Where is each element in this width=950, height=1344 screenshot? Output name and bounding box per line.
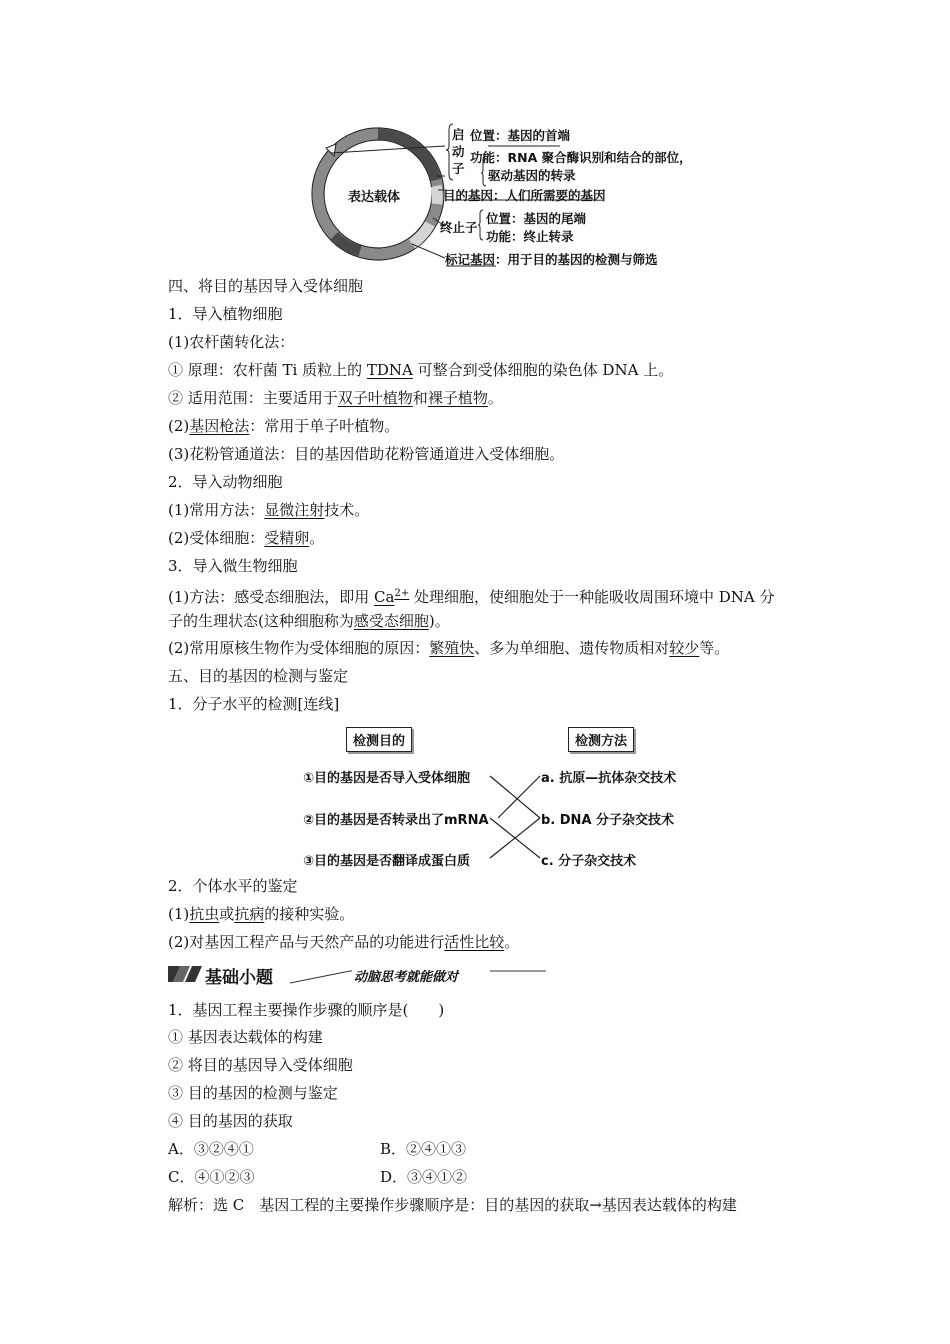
question-item-3: ③ 目的基因的检测与鉴定 [168,1084,338,1102]
question-stem: 1．基因工程主要操作步骤的顺序是( ) [168,1001,445,1019]
target-gene-label: 目的基因：人们所需要的基因 [443,188,606,203]
sec4-s2: (2)基因枪法：常用于单子叶植物。 [168,417,400,435]
right-item-c: c. 分子杂交技术 [541,854,637,869]
sec4-p2: ② 适用范围：主要适用于双子叶植物和裸子植物。 [168,389,503,407]
right-item-a: a. 抗原—抗体杂交技术 [541,771,677,786]
sec4-m1: (1)方法：感受态细胞法，即用 $Ca^{2+}$ 处理细胞，使细胞处于一种能吸收周围环境中 DNA 分 [168,588,775,606]
right-item-b: b. DNA 分子杂交技术 [541,813,675,828]
left-item-1: ①目的基因是否导入受体细胞 [303,771,471,786]
section-header-icon [168,964,208,984]
option-a: A．③②④① [168,1140,254,1158]
detection-purpose-box: 检测目的 [346,727,412,752]
option-b: B．②④①③ [380,1140,467,1158]
sec4-a1: (1)常用方法：显微注射技术。 [168,501,370,519]
option-c: C．④①②③ [168,1168,255,1186]
promoter-char-3: 子 [452,161,465,176]
question-item-4: ④ 目的基因的获取 [168,1112,293,1130]
sec4-s1: (1)农杆菌转化法： [168,333,295,351]
sec4-s3: (3)花粉管通道法：目的基因借助花粉管通道进入受体细胞。 [168,445,565,463]
analysis-text: 解析：选 C 基因工程的主要操作步骤顺序是：目的基因的获取→基因表达载体的构建 [168,1196,737,1214]
terminator-function: 功能：终止转录 [486,229,574,244]
sec4-h3: 3．导入微生物细胞 [168,557,298,575]
sec5-i1: (1)抗虫或抗病的接种实验。 [168,905,355,923]
sec4-h1: 1．导入植物细胞 [168,305,283,323]
question-item-1: ① 基因表达载体的构建 [168,1028,323,1046]
sec4-m2: (2)常用原核生物作为受体细胞的原因：繁殖快、多为单细胞、遗传物质相对较少等。 [168,639,730,657]
sec5-h2: 2．个体水平的鉴定 [168,877,298,895]
option-d: D．③④①② [380,1168,468,1186]
promoter-position: 位置：基因的首端 [470,128,571,143]
promoter-char-1: 启 [452,127,465,142]
section-header-subtitle: 动脑思考就能做对 [354,970,459,985]
promoter-function-2: 驱动基因的转录 [488,168,576,183]
question-item-2: ② 将目的基因导入受体细胞 [168,1056,353,1074]
marker-gene-label: 标记基因：用于目的基因的检测与筛选 [445,252,658,267]
terminator-position: 位置：基因的尾端 [486,211,587,226]
promoter-char-2: 动 [452,144,465,159]
left-item-2: ②目的基因是否转录出了mRNA [303,813,489,828]
terminator-label: 终止子 [440,220,478,235]
sec5-title: 五、目的基因的检测与鉴定 [168,667,349,685]
sec4-h2: 2．导入动物细胞 [168,473,283,491]
sec5-i2: (2)对基因工程产品与天然产品的功能进行活性比较。 [168,933,520,951]
expression-vector-diagram [300,118,700,270]
section-header-title: 基础小题 [205,968,273,988]
sec4-p1: ① 原理：农杆菌 Ti 质粒上的 TDNA 可整合到受体细胞的染色体 DNA 上。 [168,361,674,379]
sec4-title: 四、将目的基因导入受体细胞 [168,277,364,295]
diagram-center-label: 表达载体 [348,190,401,205]
sec4-a2: (2)受体细胞：受精卵。 [168,529,325,547]
promoter-function-1: 功能：RNA 聚合酶识别和结合的部位， [470,150,692,165]
sec5-h1: 1．分子水平的检测[连线] [168,695,340,713]
left-item-3: ③目的基因是否翻译成蛋白质 [303,854,471,869]
detection-method-box: 检测方法 [568,727,634,752]
sec4-m1-cont: 子的生理状态(这种细胞称为感受态细胞)。 [168,612,450,630]
